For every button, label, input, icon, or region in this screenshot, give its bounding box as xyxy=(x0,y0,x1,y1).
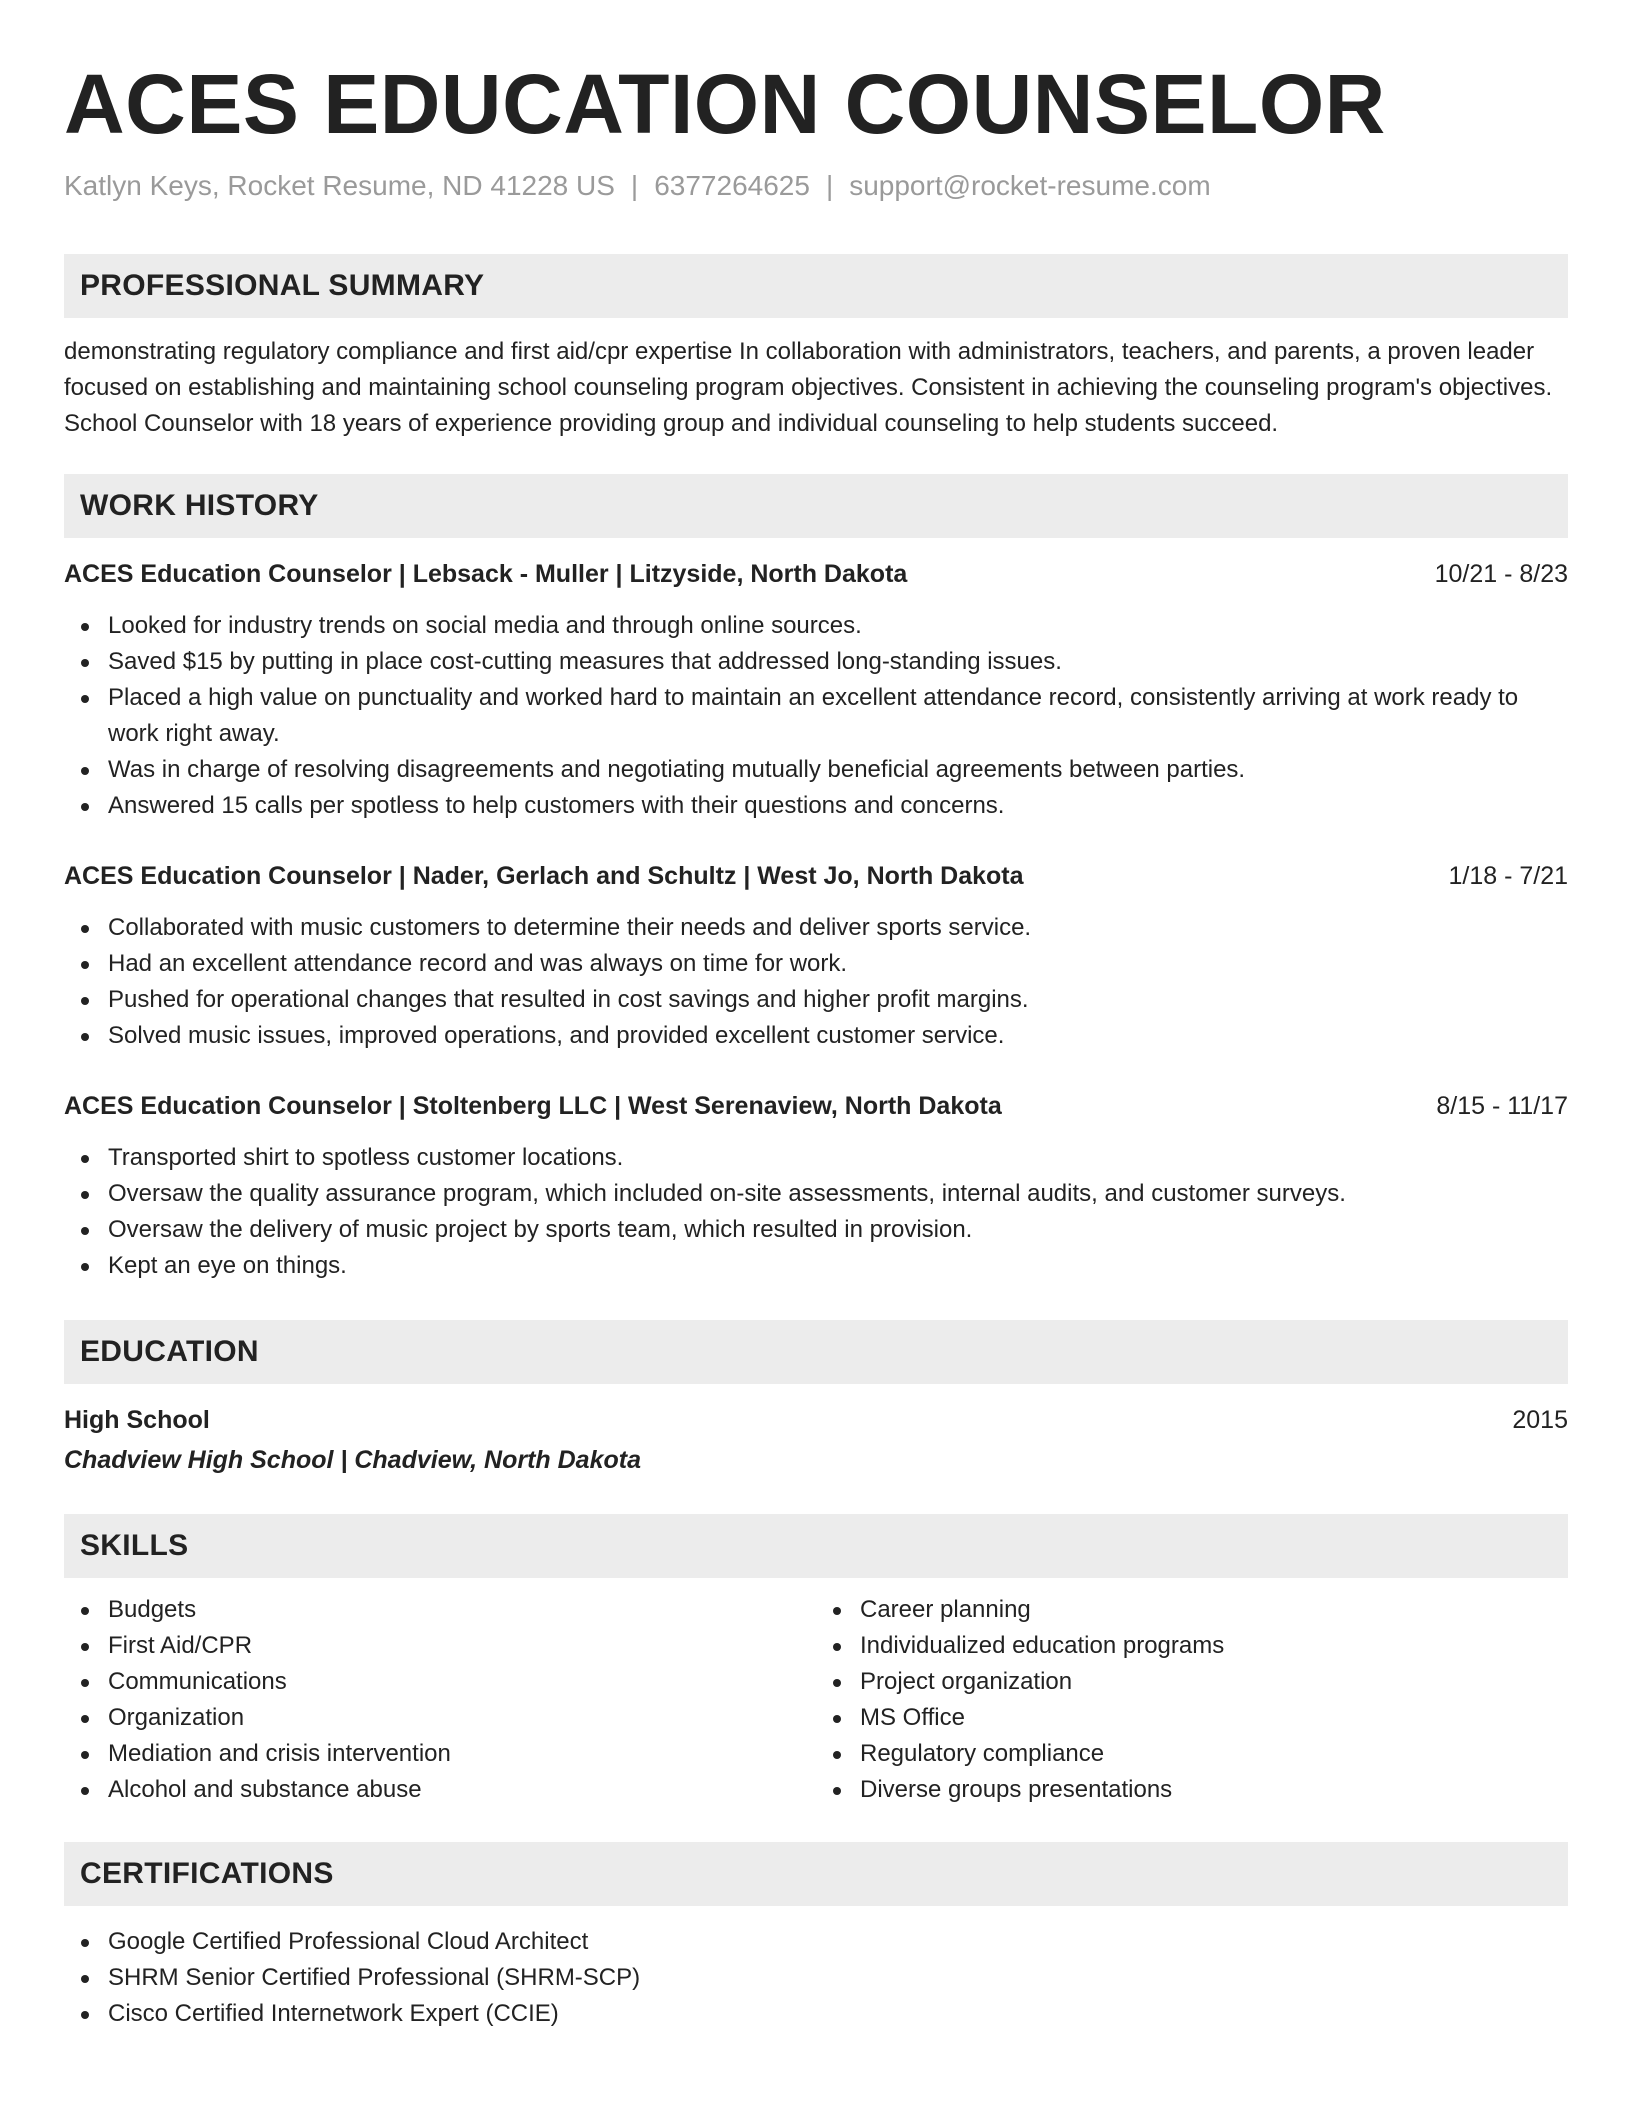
job-dates: 10/21 - 8/23 xyxy=(1434,560,1568,588)
section-heading: CERTIFICATIONS xyxy=(64,1842,1568,1906)
job-bullets xyxy=(64,608,1568,824)
certifications-list xyxy=(64,1924,1568,2032)
education-school: Chadview High School | Chadview, North Dakota xyxy=(64,1446,641,1474)
contact-phone: 6377264625 xyxy=(654,170,810,201)
list-item: Regulatory compliance xyxy=(816,1736,1568,1772)
page-title: ACES EDUCATION COUNSELOR xyxy=(64,57,1386,151)
education-degree: High School xyxy=(64,1406,210,1434)
job-entry xyxy=(64,556,1568,824)
list-item: Was in charge of resolving disagreements and negotiating mutually beneficial agreements between parties. xyxy=(64,752,1568,788)
list-item: Had an excellent attendance record and was always on time for work. xyxy=(64,946,1568,982)
list-item: MS Office xyxy=(816,1700,1568,1736)
job-bullets xyxy=(64,910,1568,1054)
list-item: Placed a high value on punctuality and worked hard to maintain an excellent attendance record, consistently arriving at work ready to work right away. xyxy=(64,680,1568,752)
list-item: Oversaw the delivery of music project by sports team, which resulted in provision. xyxy=(64,1212,1568,1248)
list-item: Alcohol and substance abuse xyxy=(64,1772,816,1808)
section-heading: PROFESSIONAL SUMMARY xyxy=(64,254,1568,318)
job-entry xyxy=(64,1088,1568,1284)
job-entry xyxy=(64,858,1568,1054)
list-item: Communications xyxy=(64,1664,816,1700)
work-history-section xyxy=(64,474,1568,1284)
list-item: Oversaw the quality assurance program, which included on-site assessments, internal audits, and customer surveys. xyxy=(64,1176,1568,1212)
contact-address: Katlyn Keys, Rocket Resume, ND 41228 US xyxy=(64,170,615,201)
list-item: Collaborated with music customers to determine their needs and deliver sports service. xyxy=(64,910,1568,946)
skills-list xyxy=(816,1592,1568,1808)
list-item: First Aid/CPR xyxy=(64,1628,816,1664)
education-section xyxy=(64,1320,1568,1478)
list-item: Organization xyxy=(64,1700,816,1736)
list-item: Cisco Certified Internetwork Expert (CCIE) xyxy=(64,1996,1568,2032)
contact-separator: | xyxy=(630,170,639,201)
list-item: Mediation and crisis intervention xyxy=(64,1736,816,1772)
list-item: Transported shirt to spotless customer locations. xyxy=(64,1140,1568,1176)
skills-list xyxy=(64,1592,816,1808)
job-title: ACES Education Counselor | Lebsack - Muller | Litzyside, North Dakota xyxy=(64,560,908,588)
education-header xyxy=(64,1402,1568,1438)
contact-separator: | xyxy=(825,170,834,201)
section-heading: SKILLS xyxy=(64,1514,1568,1578)
list-item: Project organization xyxy=(816,1664,1568,1700)
summary-text: demonstrating regulatory compliance and first aid/cpr expertise In collaboration with administrators, teachers, and parents, a proven leader focused on establishing and maintaining school counseling program objectives. Consistent in achieving the counseling program's objectives. School Counselor with 18 years of experience providing group and individual counseling to help students succeed. xyxy=(64,338,1553,437)
list-item: Career planning xyxy=(816,1592,1568,1628)
list-item: Solved music issues, improved operations, and provided excellent customer service. xyxy=(64,1018,1568,1054)
list-item: Individualized education programs xyxy=(816,1628,1568,1664)
job-title: ACES Education Counselor | Nader, Gerlach and Schultz | West Jo, North Dakota xyxy=(64,862,1024,890)
list-item: Looked for industry trends on social media and through online sources. xyxy=(64,608,1568,644)
list-item: Google Certified Professional Cloud Architect xyxy=(64,1924,1568,1960)
skills-column-right xyxy=(816,1592,1568,1808)
list-item: SHRM Senior Certified Professional (SHRM-SCP) xyxy=(64,1960,1568,1996)
job-title: ACES Education Counselor | Stoltenberg LLC | West Serenaview, North Dakota xyxy=(64,1092,1002,1120)
list-item: Saved $15 by putting in place cost-cutting measures that addressed long-standing issues. xyxy=(64,644,1568,680)
skills-section xyxy=(64,1514,1568,1808)
skills-column-left xyxy=(64,1592,816,1808)
section-heading: WORK HISTORY xyxy=(64,474,1568,538)
skills-columns xyxy=(64,1592,1568,1808)
job-header xyxy=(64,858,1568,894)
job-dates: 1/18 - 7/21 xyxy=(1448,862,1568,890)
list-item: Pushed for operational changes that resulted in cost savings and higher profit margins. xyxy=(64,982,1568,1018)
list-item: Budgets xyxy=(64,1592,816,1628)
job-header xyxy=(64,1088,1568,1124)
certifications-section xyxy=(64,1842,1568,2032)
section-heading: EDUCATION xyxy=(64,1320,1568,1384)
education-year: 2015 xyxy=(1512,1406,1568,1434)
job-header xyxy=(64,556,1568,592)
contact-line xyxy=(64,168,1568,204)
list-item: Kept an eye on things. xyxy=(64,1248,1568,1284)
list-item: Diverse groups presentations xyxy=(816,1772,1568,1808)
contact-email: support@rocket-resume.com xyxy=(849,170,1211,201)
list-item: Answered 15 calls per spotless to help customers with their questions and concerns. xyxy=(64,788,1568,824)
job-bullets xyxy=(64,1140,1568,1284)
summary-section xyxy=(64,254,1568,442)
job-dates: 8/15 - 11/17 xyxy=(1436,1092,1568,1120)
